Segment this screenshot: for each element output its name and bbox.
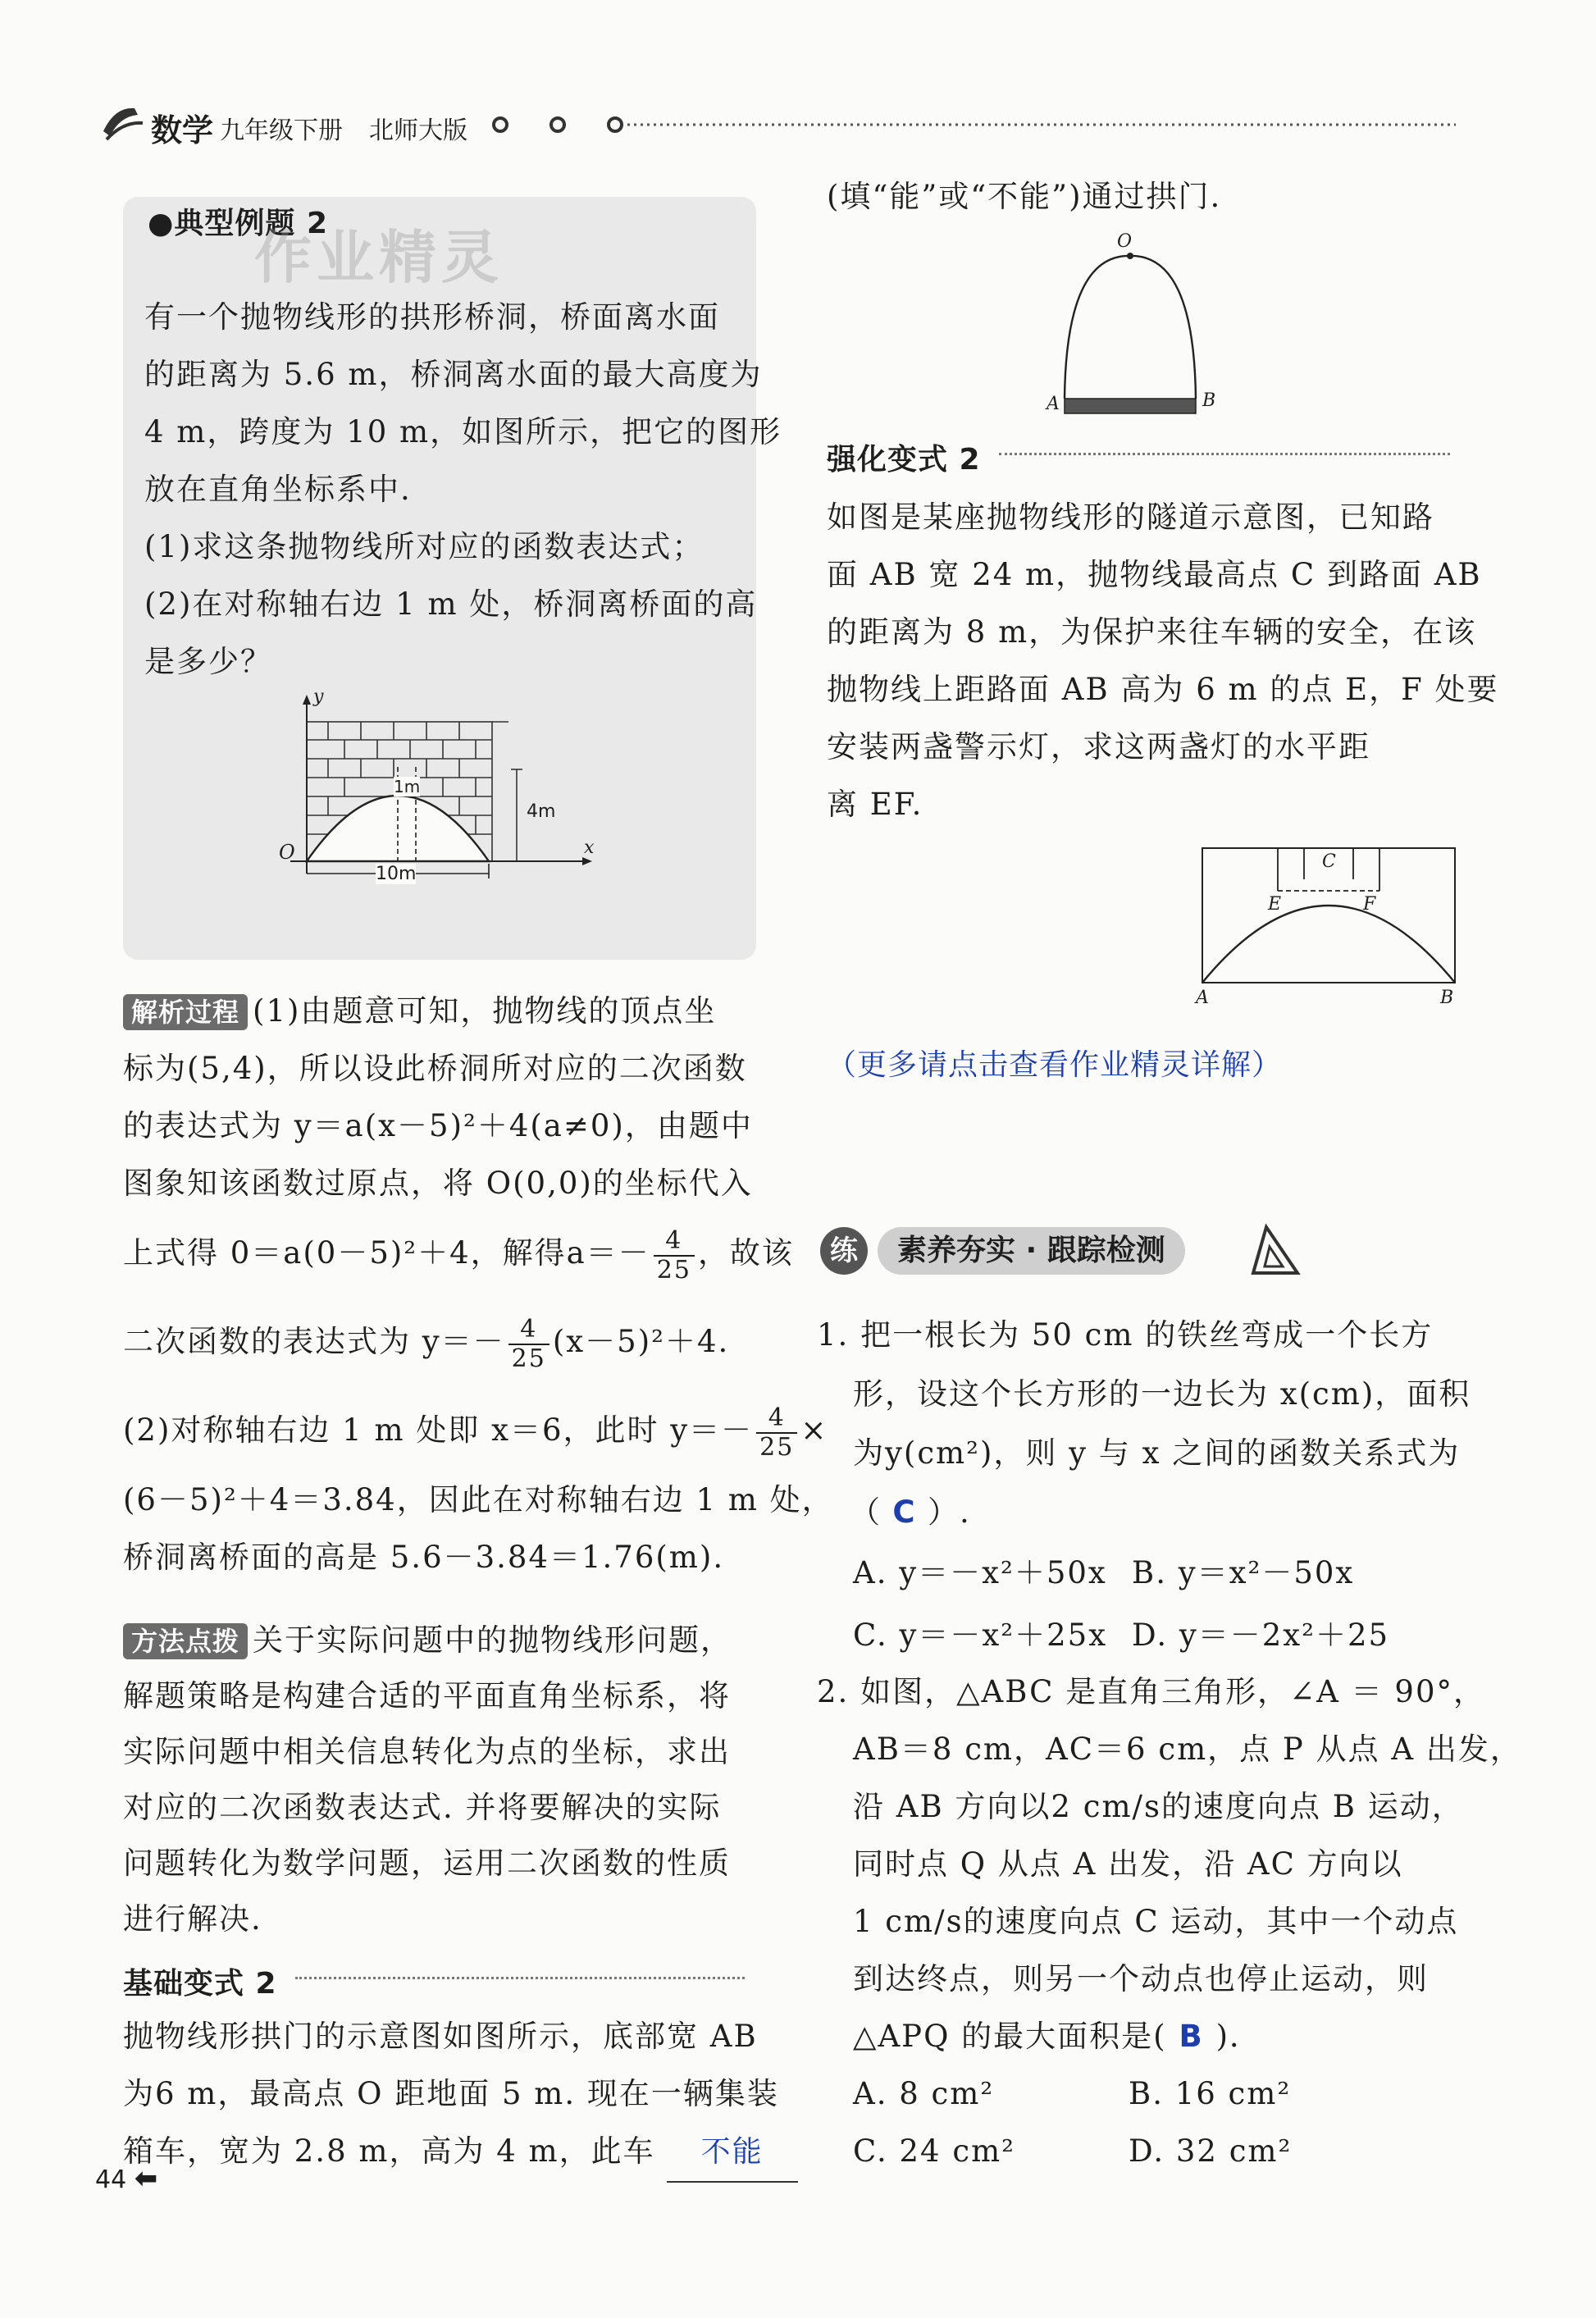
basic-text: [123, 2008, 798, 2183]
tunnel-f-label: F: [1363, 894, 1376, 915]
q2-option-b: B. 16 cm²: [1129, 2076, 1292, 2111]
strong-title: 强化变式 2: [827, 443, 981, 477]
strong-line: 抛物线上距路面 AB 高为 6 m 的点 E，F 处要: [827, 672, 1499, 707]
arch-figure-svg: [1042, 238, 1255, 427]
fraction: $\frac{4}{25}$: [654, 1227, 695, 1284]
header-dots-decoration: [492, 113, 1460, 138]
arch-a-label: A: [1047, 394, 1060, 414]
bridge-figure: [279, 687, 607, 884]
example-line: 的距离为 5.6 m，桥洞离水面的最大高度为: [144, 357, 763, 392]
method-line: 对应的二次函数表达式. 并将要解决的实际: [123, 1790, 722, 1825]
figure-x-label: x: [584, 837, 595, 858]
header-edition: 北师大版: [369, 116, 467, 145]
figure-origin-label: O: [279, 841, 295, 864]
example-line: 有一个抛物线形的拱形桥洞，桥面离水面: [144, 299, 720, 335]
strong-line: 的距离为 8 m，为保护来往车辆的安全，在该: [827, 614, 1477, 650]
example-title-text: 典型例题 2: [174, 207, 329, 240]
arch-o-label: O: [1117, 231, 1133, 252]
strong-line: 如图是某座抛物线形的隧道示意图，已知路: [827, 500, 1434, 535]
tunnel-figure: [1189, 843, 1468, 1015]
q1-option-b: B. y＝x²－50x: [1132, 1555, 1355, 1590]
ruler-triangle-icon: [1247, 1222, 1304, 1280]
method-line: 进行解决.: [123, 1901, 262, 1937]
solution-line: (6－5)²＋4＝3.84，因此在对称轴右边 1 m 处，: [123, 1482, 834, 1517]
q2-line: 同时点 Q 从点 A 出发，沿 AC 方向以: [853, 1846, 1403, 1882]
bridge-figure-svg: [279, 693, 607, 882]
practice-header: [820, 1222, 1312, 1280]
q2-line: 到达终点，则另一个动点也停止运动，则: [853, 1961, 1429, 1996]
q1-line: 为y(cm²)，则 y 与 x 之间的函数关系式为: [853, 1435, 1461, 1471]
practice-badge: 练: [820, 1227, 868, 1275]
page-number-area: [95, 2162, 157, 2195]
q1-option-d: D. y＝－2x²＋25: [1132, 1618, 1390, 1653]
basic-answer-blank: [667, 2123, 798, 2183]
basic-line: 箱车，宽为 2.8 m，高为 4 m，此车: [123, 2133, 655, 2169]
method-line: 实际问题中相关信息转化为点的坐标，求出: [123, 1734, 731, 1769]
example-line: (2)在对称轴右边 1 m 处，桥洞离桥面的高: [144, 586, 758, 622]
basic-title: 基础变式 2: [123, 1967, 277, 2001]
more-details-link[interactable]: （更多请点击查看作业精灵详解）: [827, 1048, 1283, 1082]
strong-line: 面 AB 宽 24 m，抛物线最高点 C 到路面 AB: [827, 557, 1482, 592]
q1-option-a: A. y＝－x²＋50x: [853, 1555, 1107, 1590]
fraction: $\frac{4}{25}$: [508, 1316, 549, 1373]
bullet-icon: ●: [148, 207, 175, 240]
basic-title-rule: [295, 1977, 745, 1979]
example-text: [144, 289, 782, 691]
strong-text: [827, 489, 1499, 833]
practice-title: 素养夯实 · 跟踪检测: [878, 1227, 1185, 1275]
header-grade: 九年级下册: [220, 116, 343, 145]
arrow-left-icon: ⬅: [134, 2162, 158, 2195]
solution-line: 上式得 0＝a(0－5)²＋4，解得a＝－: [123, 1235, 650, 1271]
header: [98, 98, 1460, 156]
q2-option-a: A. 8 cm²: [853, 2076, 995, 2111]
solution-line: 桥洞离桥面的高是 5.6－3.84＝1.76(m).: [123, 1540, 725, 1575]
page-number: 44: [95, 2165, 127, 2194]
method-line: 问题转化为数学问题，运用二次函数的性质: [123, 1846, 731, 1881]
q2-line: 沿 AB 方向以2 cm/s的速度向点 B 运动，: [853, 1789, 1464, 1824]
strong-line: 安装两盏警示灯，求这两盏灯的水平距: [827, 729, 1370, 764]
method-label: 方法点拨: [123, 1623, 248, 1659]
q2-line: 2. 如图，△ABC 是直角三角形，∠A ＝ 90°，: [817, 1674, 1486, 1709]
basic-line: 为6 m，最高点 O 距地面 5 m. 现在一辆集装: [123, 2076, 779, 2111]
tunnel-a-label: A: [1196, 988, 1209, 1008]
example-line: (1)求这条抛物线所对应的函数表达式；: [144, 529, 705, 564]
watermark: 作业精灵: [254, 224, 504, 291]
basic-answer: 不能: [700, 2135, 764, 2169]
basic-line: 抛物线形拱门的示意图如图所示，底部宽 AB: [123, 2019, 758, 2054]
method: [123, 1613, 732, 1947]
question-1: 1. 把一根长为 50 cm 的铁丝弯成一个长方 形，设这个长方形的一边长为 x(cm)，面积 为y(cm²)，则 y 与 x 之间的函数关系式为 （ C ）. A. y＝－x²＋50x B. y＝x²－50x C. y＝－x²＋25x D. y＝－2x²＋25: [817, 1306, 1471, 1667]
figure-1m-label: 1m: [394, 777, 421, 796]
tunnel-e-label: E: [1268, 894, 1282, 915]
strong-title-rule: [999, 453, 1450, 455]
solution-line: 二次函数的表达式为 y＝－: [123, 1324, 505, 1359]
q2-option-d: D. 32 cm²: [1129, 2133, 1293, 2169]
fraction: $\frac{4}{25}$: [756, 1404, 797, 1462]
strong-line: 离 EF.: [827, 787, 923, 822]
solution-line: (1)由题意可知，抛物线的顶点坐: [253, 993, 717, 1029]
example-line: 是多少？: [144, 644, 272, 679]
solution-line: (2)对称轴右边 1 m 处即 x＝6，此时 y＝－: [123, 1412, 754, 1448]
solution-line: 标为(5,4)，所以设此桥洞所对应的二次函数: [123, 1051, 747, 1086]
q1-line: 1. 把一根长为 50 cm 的铁丝弯成一个长方: [817, 1317, 1434, 1353]
solution-line: 图象知该函数过原点，将 O(0,0)的坐标代入: [123, 1166, 753, 1201]
tunnel-c-label: C: [1322, 851, 1336, 872]
q2-option-c: C. 24 cm²: [853, 2133, 1015, 2169]
q1-line: 形，设这个长方形的一边长为 x(cm)，面积: [853, 1376, 1471, 1412]
example-line: 4 m，跨度为 10 m，如图所示，把它的图形: [144, 414, 782, 449]
arch-figure: [1042, 231, 1255, 427]
figure-y-label: y: [313, 687, 324, 707]
figure-4m-label: 4m: [527, 801, 556, 822]
tunnel-b-label: B: [1440, 988, 1454, 1008]
arch-b-label: B: [1202, 390, 1216, 411]
q1-option-c: C. y＝－x²＋25x: [853, 1618, 1108, 1653]
q2-line: AB＝8 cm，AC＝6 cm，点 P 从点 A 出发，: [853, 1732, 1522, 1767]
q2-answer: B: [1179, 2019, 1204, 2054]
book-logo-icon: [98, 98, 148, 148]
solution-label: 解析过程: [123, 994, 248, 1030]
header-subject: 数学: [151, 112, 214, 148]
q2-line: 1 cm/s的速度向点 C 运动，其中一个动点: [853, 1904, 1459, 1939]
solution: 解析过程 (1)由题意可知，抛物线的顶点坐 标为(5,4)，所以设此桥洞所对应的二次函数 的表达式为 y＝a(x－5)²＋4(a≠0)，由题中 图象知该函数过原点，将 O(0,0)的坐标代入 上式得 0＝a(0－5)²＋4，解得a＝－ $\frac{4}{25}$ ，故该 二次函数的表达式为 y＝－ $\frac{4}{25}$ (x－5)²＋4. (2)对称轴右边 1 m 处即 x＝6，此时 y＝－ $\frac{4}{25}$ × (6－5)²＋4＝3.84，因此在对称轴右边 1 m 处， 桥洞离桥面的高是 5.6－3.84＝1.76(m).: [123, 983, 834, 1586]
figure-10m-label: 10m: [376, 864, 417, 884]
example-line: 放在直角坐标系中.: [144, 472, 412, 507]
method-line: 解题策略是构建合适的平面直角坐标系，将: [123, 1678, 731, 1713]
method-line: 关于实际问题中的抛物线形问题，: [253, 1622, 733, 1658]
basic-continuation: (填“能”或“不能”)通过拱门.: [827, 179, 1222, 214]
solution-line: 的表达式为 y＝a(x－5)²＋4(a≠0)，由题中: [123, 1108, 753, 1143]
q1-answer: C: [892, 1494, 917, 1530]
question-2: 2. 如图，△ABC 是直角三角形，∠A ＝ 90°， AB＝8 cm，AC＝6 cm，点 P 从点 A 出发， 沿 AB 方向以2 cm/s的速度向点 B 运动， 同时点 Q 从点 A 出发，沿 AC 方向以 1 cm/s的速度向点 C 运动，其中一个动点 到达终点，则另一个动点也停止运动，则 △APQ 的最大面积是( B )． A. 8 cm² B. 16 cm² C. 24 cm² D. 32 cm²: [817, 1663, 1522, 2180]
